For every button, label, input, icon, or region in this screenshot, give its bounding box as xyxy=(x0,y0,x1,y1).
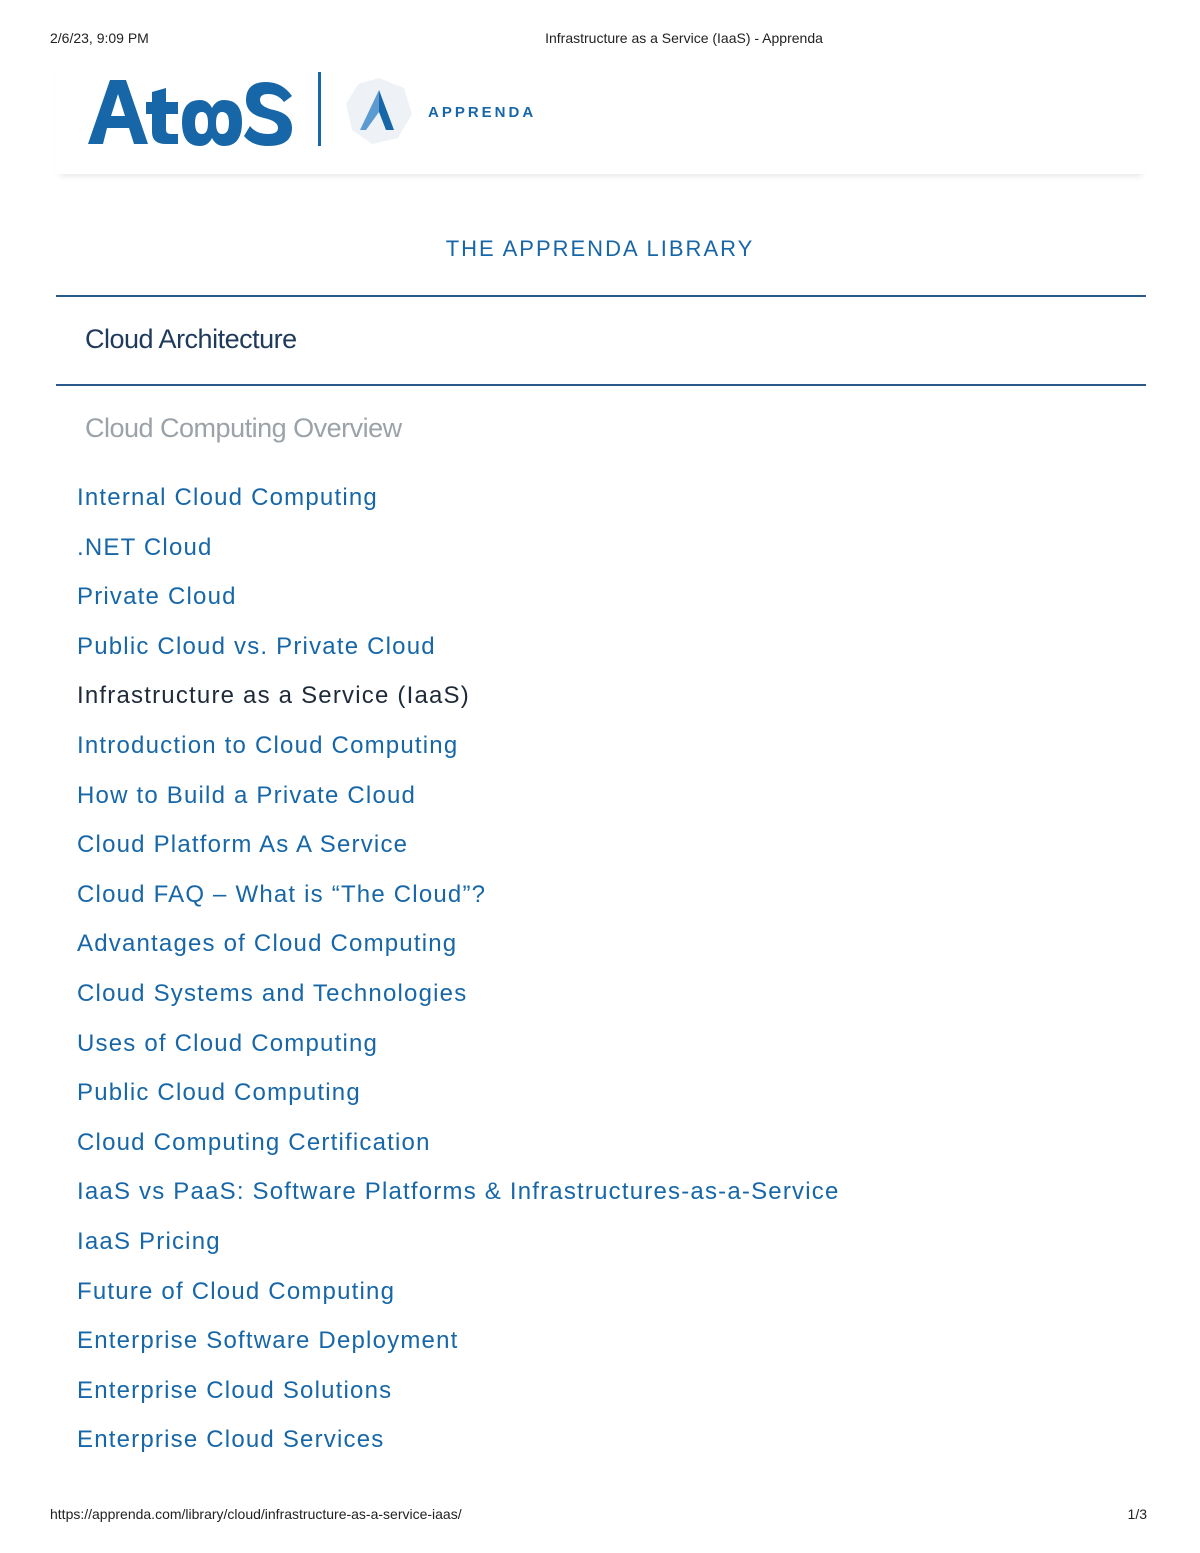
nav-item-link[interactable]: Advantages of Cloud Computing xyxy=(77,930,458,958)
nav-item-current[interactable]: Infrastructure as a Service (IaaS) xyxy=(77,682,470,710)
print-page-number: 1/3 xyxy=(1127,1506,1147,1522)
nav-item-link[interactable]: Enterprise Cloud Services xyxy=(77,1426,385,1454)
nav-item-link[interactable]: IaaS vs PaaS: Software Platforms & Infrastructures-as-a-Service xyxy=(77,1178,840,1206)
apprenda-wordmark: APPRENDA xyxy=(428,104,537,121)
nav-item-link[interactable]: How to Build a Private Cloud xyxy=(77,781,417,809)
print-header xyxy=(0,30,1200,50)
atos-logo[interactable] xyxy=(86,70,296,163)
print-doc-title: Infrastructure as a Service (IaaS) - Apprenda xyxy=(545,30,823,46)
print-url: https://apprenda.com/library/cloud/infrastructure-as-a-service-iaas/ xyxy=(50,1506,462,1522)
section-top-divider xyxy=(56,295,1146,297)
apprenda-logo-icon[interactable] xyxy=(344,76,414,146)
nav-item-link[interactable]: .NET Cloud xyxy=(77,533,213,561)
site-header xyxy=(56,60,1146,174)
nav-item-link[interactable]: Cloud Platform As A Service xyxy=(77,831,409,859)
subsection-heading[interactable]: Cloud Computing Overview xyxy=(85,413,402,443)
section-heading[interactable]: Cloud Architecture xyxy=(85,324,297,354)
logo-divider xyxy=(318,72,321,146)
nav-item-link[interactable]: Private Cloud xyxy=(77,583,237,611)
nav-item-link[interactable]: Public Cloud Computing xyxy=(77,1079,361,1107)
library-title[interactable]: THE APPRENDA LIBRARY xyxy=(445,236,755,261)
nav-item-link[interactable]: Cloud Systems and Technologies xyxy=(77,979,468,1007)
section-bottom-divider xyxy=(56,384,1146,386)
nav-item-link[interactable]: Cloud Computing Certification xyxy=(77,1128,431,1156)
library-nav-list xyxy=(77,478,840,1470)
nav-item-link[interactable]: Cloud FAQ – What is “The Cloud”? xyxy=(77,880,487,908)
nav-item-link[interactable]: Enterprise Cloud Solutions xyxy=(77,1376,393,1404)
atos-logo-mark xyxy=(86,70,296,150)
nav-item-link[interactable]: Enterprise Software Deployment xyxy=(77,1327,459,1355)
nav-item-link[interactable]: Future of Cloud Computing xyxy=(77,1277,396,1305)
nav-item-link[interactable]: Uses of Cloud Computing xyxy=(77,1029,379,1057)
nav-item-link[interactable]: Introduction to Cloud Computing xyxy=(77,731,459,759)
print-footer xyxy=(0,1506,1200,1526)
nav-item-link[interactable]: IaaS Pricing xyxy=(77,1227,221,1255)
print-date: 2/6/23, 9:09 PM xyxy=(50,30,149,46)
nav-item-link[interactable]: Public Cloud vs. Private Cloud xyxy=(77,632,436,660)
nav-item-link[interactable]: Internal Cloud Computing xyxy=(77,484,378,511)
